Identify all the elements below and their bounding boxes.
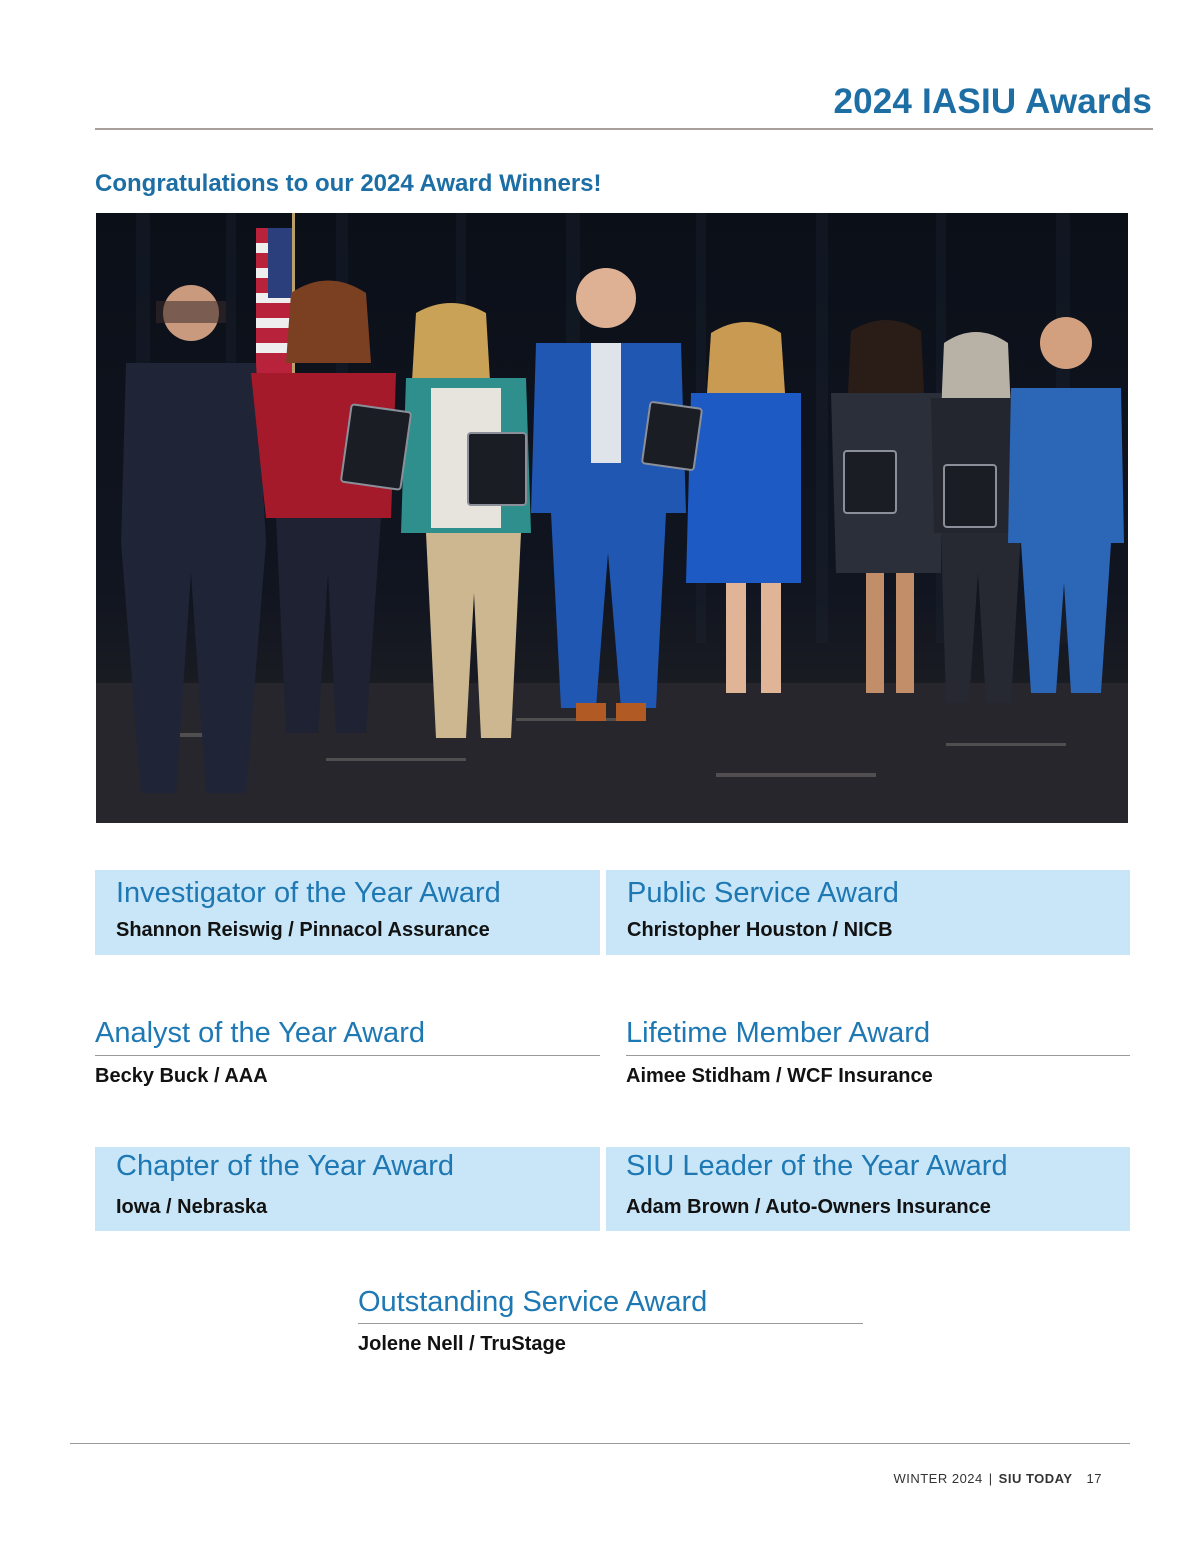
page-number: 17 [1086,1471,1102,1486]
award-winner: Aimee Stidham / WCF Insurance [626,1065,933,1087]
award-plaque [944,465,996,527]
award-title: SIU Leader of the Year Award [626,1150,1008,1182]
award-underline [95,1055,600,1056]
award-underline [626,1055,1130,1056]
award-plaque [844,451,896,513]
footer-issue: WINTER 2024 [893,1471,983,1486]
award-title: Investigator of the Year Award [116,877,501,909]
award-title: Analyst of the Year Award [95,1017,425,1049]
award-winners-photo [96,213,1128,823]
footer-magazine: SIU TODAY [998,1471,1073,1486]
award-plaque [341,404,411,490]
award-plaque [642,402,702,471]
footer-separator: | [988,1471,993,1486]
footer-divider [70,1443,1130,1444]
header-divider [95,128,1153,130]
award-winner: Iowa / Nebraska [116,1196,268,1218]
section-heading: Congratulations to our 2024 Award Winners! [95,170,602,197]
award-winner: Becky Buck / AAA [95,1065,268,1087]
award-title: Public Service Award [627,877,899,909]
award-title: Chapter of the Year Award [116,1150,455,1182]
group-photo-illustration [96,213,1128,823]
award-winner: Jolene Nell / TruStage [358,1333,566,1355]
person-3 [401,303,531,738]
award-winner: Christopher Houston / NICB [627,919,893,941]
page-footer [893,1471,1102,1486]
page-title: 2024 IASIU Awards [833,82,1152,121]
award-winner: Shannon Reiswig / Pinnacol Assurance [116,919,490,941]
person-4 [531,268,686,721]
award-title: Outstanding Service Award [358,1286,708,1318]
award-title: Lifetime Member Award [626,1017,931,1049]
award-winner: Adam Brown / Auto-Owners Insurance [626,1196,991,1218]
award-underline [358,1323,863,1324]
award-plaque [468,433,526,505]
